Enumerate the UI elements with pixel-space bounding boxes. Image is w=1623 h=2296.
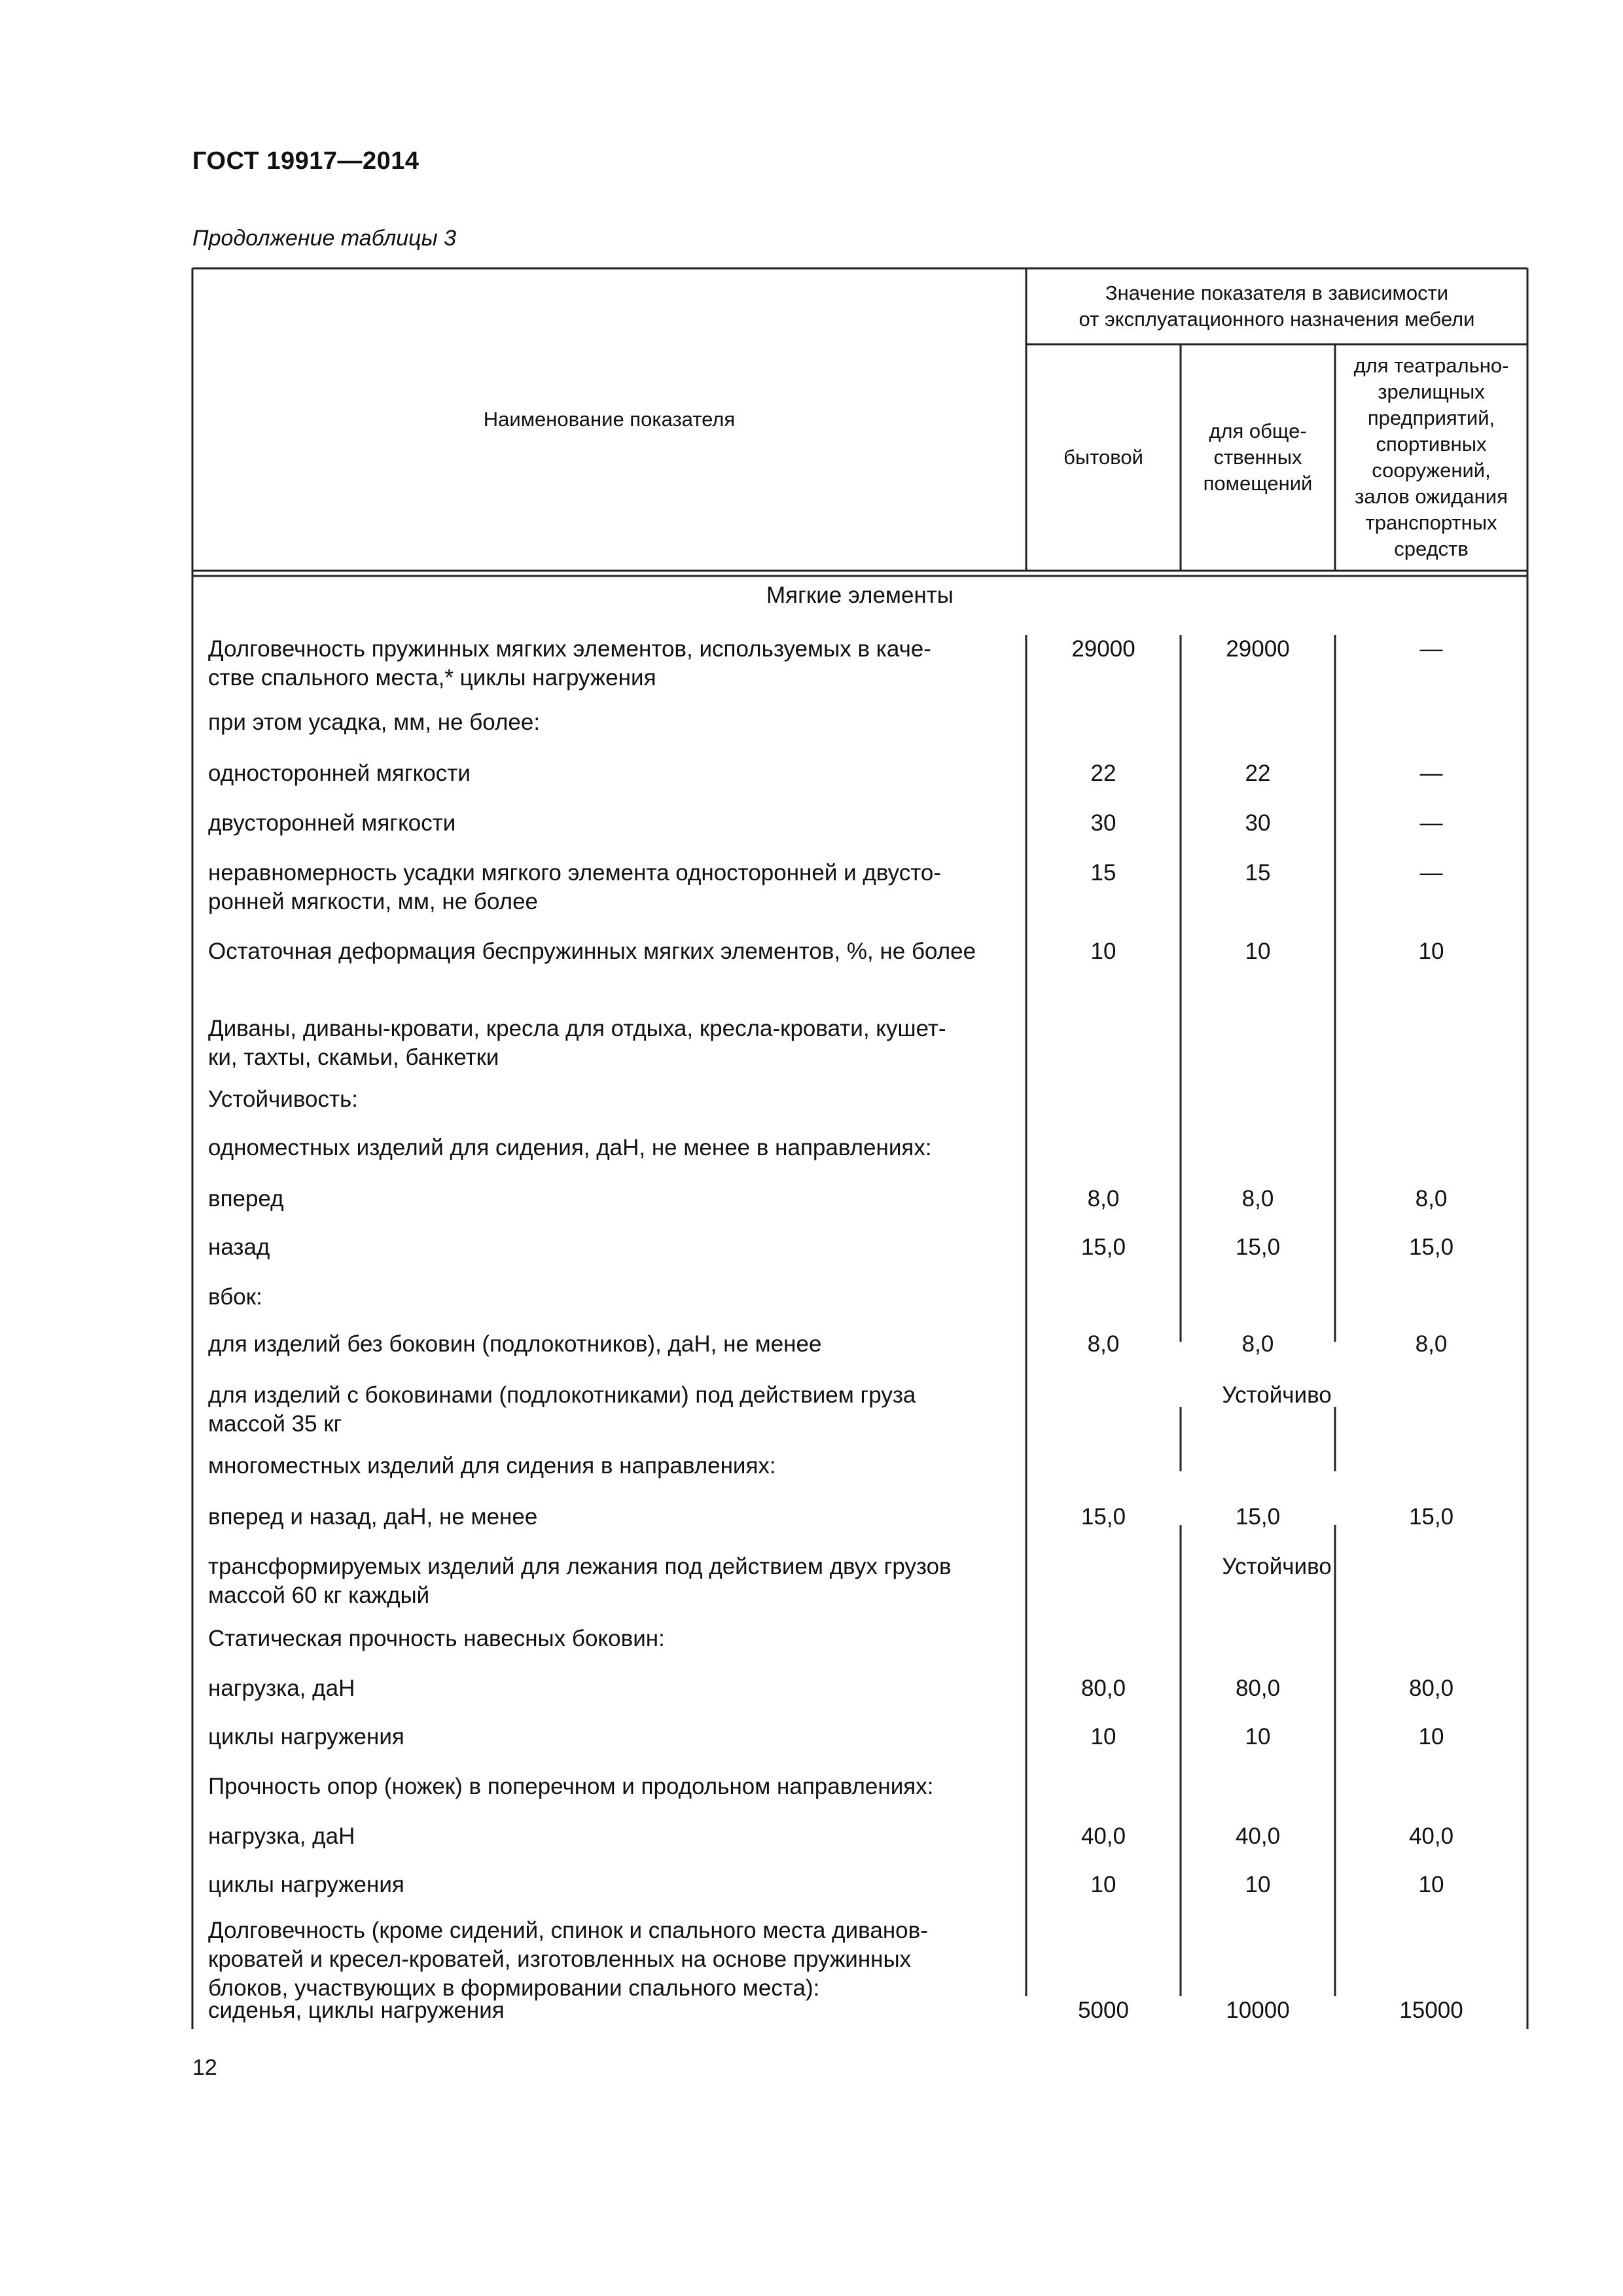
row-name: вбок: xyxy=(208,1284,262,1310)
row-name: нагрузка, даН xyxy=(208,1676,355,1701)
cell-value-col3: 15,0 xyxy=(1408,1234,1454,1260)
row-name: вперед и назад, даН, не менее xyxy=(208,1504,538,1530)
cell-value-col1: 8,0 xyxy=(1087,1186,1120,1211)
row-name: при этом усадка, мм, не более: xyxy=(208,709,541,735)
cell-value-col1: 15,0 xyxy=(1080,1504,1126,1530)
row-name: Прочность опор (ножек) в поперечном и продольном направлениях: xyxy=(208,1774,934,1799)
cell-value-col2: 10000 xyxy=(1226,1998,1290,2023)
row-name: Диваны, диваны-кровати, кресла для отдыха, кресла-кровати, кушет- ки, тахты, скамьи, банкетки xyxy=(208,1016,946,1070)
cell-value-col3: 10 xyxy=(1418,1724,1444,1749)
cell-value-col2: 40,0 xyxy=(1235,1823,1281,1849)
cell-value-col3: 40,0 xyxy=(1408,1823,1454,1849)
table-caption: Продолжение таблицы 3 xyxy=(192,226,456,251)
row-name: Устойчивость: xyxy=(208,1086,358,1112)
cell-value-col1: 40,0 xyxy=(1080,1823,1126,1849)
indicator-table xyxy=(192,268,1527,2029)
header-indicator-name: Наименование показателя xyxy=(483,408,736,431)
merged-value: Устойчиво xyxy=(1222,1554,1332,1579)
cell-value-col2: 10 xyxy=(1245,1872,1271,1897)
row-name: Остаточная деформация беспружинных мягких элементов, %, не более xyxy=(208,939,976,964)
cell-value-col1: 10 xyxy=(1090,939,1116,964)
cell-value-col1: 15,0 xyxy=(1080,1234,1126,1260)
row-name: для изделий без боковин (подлокотников), даН, не менее xyxy=(208,1331,822,1357)
cell-value-col2: 29000 xyxy=(1226,636,1290,662)
page-number: 12 xyxy=(192,2055,217,2080)
cell-value-col2: 80,0 xyxy=(1235,1676,1281,1701)
row-name: циклы нагружения xyxy=(208,1724,404,1749)
row-name: сиденья, циклы нагружения xyxy=(208,1998,505,2023)
header-col-public: для обще- ственных помещений xyxy=(1203,420,1313,495)
cell-value-col2: 30 xyxy=(1245,810,1271,836)
cell-value-col3: — xyxy=(1419,860,1443,886)
row-name: односторонней мягкости xyxy=(208,761,471,786)
merged-value: Устойчиво xyxy=(1222,1382,1332,1408)
row-name: Статическая прочность навесных боковин: xyxy=(208,1626,665,1651)
cell-value-col2: 15 xyxy=(1245,860,1271,886)
row-name: многоместных изделий для сидения в направлениях: xyxy=(208,1453,776,1479)
cell-value-col3: 8,0 xyxy=(1415,1186,1448,1211)
row-name: Долговечность пружинных мягких элементов, используемых в каче- стве спального места,* циклы нагружения xyxy=(208,636,931,691)
cell-value-col3: — xyxy=(1419,636,1443,662)
row-name: назад xyxy=(208,1234,270,1260)
cell-value-col1: 30 xyxy=(1090,810,1116,836)
cell-value-col2: 10 xyxy=(1245,1724,1271,1749)
row-name: циклы нагружения xyxy=(208,1872,404,1897)
cell-value-col3: 10 xyxy=(1418,939,1444,964)
cell-value-col2: 15,0 xyxy=(1235,1234,1281,1260)
row-name: вперед xyxy=(208,1186,284,1211)
cell-value-col1: 5000 xyxy=(1078,1998,1129,2023)
cell-value-col1: 8,0 xyxy=(1087,1331,1120,1357)
row-name: нагрузка, даН xyxy=(208,1823,355,1849)
cell-value-col3: — xyxy=(1419,810,1443,836)
cell-value-col1: 29000 xyxy=(1071,636,1135,662)
header-value-group: Значение показателя в зависимости от эксплуатационного назначения мебели xyxy=(1079,281,1475,331)
cell-value-col2: 10 xyxy=(1245,939,1271,964)
cell-value-col2: 15,0 xyxy=(1235,1504,1281,1530)
row-name: для изделий с боковинами (подлокотниками) под действием груза массой 35 кг xyxy=(208,1382,916,1437)
cell-value-col3: 10 xyxy=(1418,1872,1444,1897)
cell-value-col2: 8,0 xyxy=(1241,1331,1274,1357)
cell-value-col3: 15,0 xyxy=(1408,1504,1454,1530)
row-name: неравномерность усадки мягкого элемента односторонней и двусто- ронней мягкости, мм, не более xyxy=(208,860,941,914)
document-code: ГОСТ 19917—2014 xyxy=(192,147,419,175)
header-col-theatre: для театрально- зрелищных предприятий, спортивных сооружений, залов ожидания транспортных средств xyxy=(1353,354,1509,560)
cell-value-col1: 22 xyxy=(1090,761,1116,786)
row-name: Долговечность (кроме сидений, спинок и спального места диванов- кроватей и кресел-кроватей, изготовленных на основе пружинных блоков, участвующих в формировании спального места): xyxy=(208,1918,928,2001)
section-title: Мягкие элементы xyxy=(766,583,954,608)
cell-value-col1: 80,0 xyxy=(1080,1676,1126,1701)
row-name: трансформируемых изделий для лежания под действием двух грузов массой 60 кг каждый xyxy=(208,1554,952,1608)
cell-value-col3: 15000 xyxy=(1399,1998,1463,2023)
row-name: одноместных изделий для сидения, даН, не менее в направлениях: xyxy=(208,1135,932,1160)
cell-value-col3: — xyxy=(1419,761,1443,786)
cell-value-col2: 8,0 xyxy=(1241,1186,1274,1211)
cell-value-col3: 80,0 xyxy=(1408,1676,1454,1701)
cell-value-col2: 22 xyxy=(1245,761,1271,786)
cell-value-col1: 10 xyxy=(1090,1872,1116,1897)
cell-value-col1: 10 xyxy=(1090,1724,1116,1749)
cell-value-col3: 8,0 xyxy=(1415,1331,1448,1357)
cell-value-col1: 15 xyxy=(1090,860,1116,886)
row-name: двусторонней мягкости xyxy=(208,810,456,836)
header-col-household: бытовой xyxy=(1063,446,1143,469)
